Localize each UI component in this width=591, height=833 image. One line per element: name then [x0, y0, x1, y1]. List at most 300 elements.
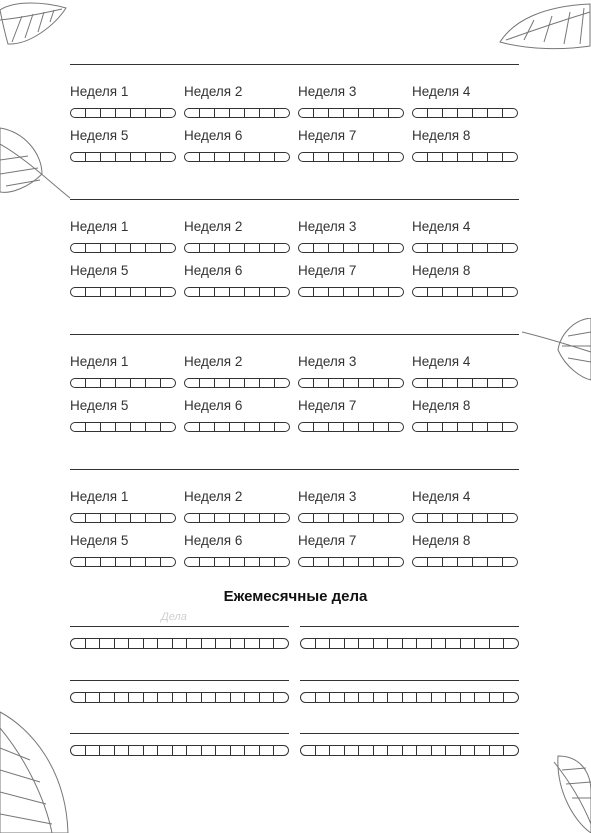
day-checkbox[interactable]	[215, 153, 230, 161]
monthly-task-tracker[interactable]	[300, 745, 519, 756]
day-checkbox[interactable]	[230, 558, 245, 566]
day-checkbox[interactable]	[275, 379, 289, 387]
task-checkbox[interactable]	[388, 693, 403, 702]
task-checkbox[interactable]	[260, 693, 275, 702]
day-checkbox[interactable]	[299, 244, 314, 252]
day-checkbox[interactable]	[299, 558, 314, 566]
day-checkbox[interactable]	[473, 423, 488, 431]
day-checkbox[interactable]	[389, 288, 403, 296]
day-checkbox[interactable]	[428, 288, 443, 296]
day-checkbox[interactable]	[86, 379, 101, 387]
week-habit-tracker[interactable]	[70, 422, 176, 432]
day-checkbox[interactable]	[458, 153, 473, 161]
day-checkbox[interactable]	[503, 514, 517, 522]
day-checkbox[interactable]	[413, 558, 428, 566]
day-checkbox[interactable]	[131, 514, 146, 522]
day-checkbox[interactable]	[329, 423, 344, 431]
day-checkbox[interactable]	[146, 244, 161, 252]
day-checkbox[interactable]	[428, 423, 443, 431]
day-checkbox[interactable]	[329, 244, 344, 252]
day-checkbox[interactable]	[329, 514, 344, 522]
day-checkbox[interactable]	[428, 244, 443, 252]
day-checkbox[interactable]	[245, 379, 260, 387]
monthly-task-tracker[interactable]	[70, 692, 289, 703]
task-checkbox[interactable]	[86, 746, 101, 755]
day-checkbox[interactable]	[131, 109, 146, 117]
week-habit-tracker[interactable]	[184, 513, 290, 523]
task-checkbox[interactable]	[330, 639, 345, 648]
day-checkbox[interactable]	[260, 558, 275, 566]
day-checkbox[interactable]	[299, 379, 314, 387]
week-habit-tracker[interactable]	[412, 152, 518, 162]
week-habit-tracker[interactable]	[184, 243, 290, 253]
day-checkbox[interactable]	[473, 244, 488, 252]
day-checkbox[interactable]	[215, 288, 230, 296]
day-checkbox[interactable]	[260, 153, 275, 161]
task-checkbox[interactable]	[274, 693, 288, 702]
task-checkbox[interactable]	[345, 693, 360, 702]
week-habit-tracker[interactable]	[298, 378, 404, 388]
task-checkbox[interactable]	[245, 639, 260, 648]
task-checkbox[interactable]	[446, 693, 461, 702]
day-checkbox[interactable]	[314, 423, 329, 431]
day-checkbox[interactable]	[314, 153, 329, 161]
task-checkbox[interactable]	[388, 639, 403, 648]
day-checkbox[interactable]	[146, 514, 161, 522]
task-checkbox[interactable]	[316, 693, 331, 702]
day-checkbox[interactable]	[260, 109, 275, 117]
day-checkbox[interactable]	[344, 109, 359, 117]
task-checkbox[interactable]	[173, 693, 188, 702]
task-checkbox[interactable]	[173, 639, 188, 648]
task-checkbox[interactable]	[71, 693, 86, 702]
task-checkbox[interactable]	[202, 639, 217, 648]
task-checkbox[interactable]	[461, 693, 476, 702]
day-checkbox[interactable]	[86, 514, 101, 522]
day-checkbox[interactable]	[185, 288, 200, 296]
task-checkbox[interactable]	[231, 693, 246, 702]
day-checkbox[interactable]	[314, 379, 329, 387]
week-habit-tracker[interactable]	[298, 513, 404, 523]
day-checkbox[interactable]	[275, 153, 289, 161]
day-checkbox[interactable]	[443, 514, 458, 522]
day-checkbox[interactable]	[161, 288, 175, 296]
task-name-line[interactable]	[300, 626, 519, 627]
day-checkbox[interactable]	[299, 514, 314, 522]
day-checkbox[interactable]	[344, 514, 359, 522]
day-checkbox[interactable]	[101, 514, 116, 522]
day-checkbox[interactable]	[230, 423, 245, 431]
week-habit-tracker[interactable]	[184, 287, 290, 297]
day-checkbox[interactable]	[314, 558, 329, 566]
task-checkbox[interactable]	[359, 693, 374, 702]
day-checkbox[interactable]	[71, 558, 86, 566]
task-checkbox[interactable]	[359, 746, 374, 755]
day-checkbox[interactable]	[488, 423, 503, 431]
day-checkbox[interactable]	[299, 423, 314, 431]
day-checkbox[interactable]	[146, 109, 161, 117]
day-checkbox[interactable]	[458, 244, 473, 252]
day-checkbox[interactable]	[374, 109, 389, 117]
day-checkbox[interactable]	[116, 288, 131, 296]
day-checkbox[interactable]	[131, 153, 146, 161]
task-checkbox[interactable]	[374, 693, 389, 702]
day-checkbox[interactable]	[101, 109, 116, 117]
day-checkbox[interactable]	[413, 423, 428, 431]
day-checkbox[interactable]	[314, 244, 329, 252]
task-checkbox[interactable]	[231, 639, 246, 648]
day-checkbox[interactable]	[260, 244, 275, 252]
day-checkbox[interactable]	[314, 514, 329, 522]
day-checkbox[interactable]	[245, 288, 260, 296]
task-checkbox[interactable]	[144, 639, 159, 648]
day-checkbox[interactable]	[71, 423, 86, 431]
task-checkbox[interactable]	[187, 639, 202, 648]
task-checkbox[interactable]	[144, 746, 159, 755]
day-checkbox[interactable]	[245, 558, 260, 566]
task-checkbox[interactable]	[432, 693, 447, 702]
task-checkbox[interactable]	[403, 693, 418, 702]
day-checkbox[interactable]	[230, 379, 245, 387]
week-habit-tracker[interactable]	[70, 152, 176, 162]
day-checkbox[interactable]	[443, 153, 458, 161]
day-checkbox[interactable]	[275, 558, 289, 566]
day-checkbox[interactable]	[488, 153, 503, 161]
day-checkbox[interactable]	[161, 109, 175, 117]
week-habit-tracker[interactable]	[184, 378, 290, 388]
day-checkbox[interactable]	[71, 109, 86, 117]
day-checkbox[interactable]	[488, 244, 503, 252]
day-checkbox[interactable]	[359, 514, 374, 522]
day-checkbox[interactable]	[443, 558, 458, 566]
day-checkbox[interactable]	[473, 288, 488, 296]
day-checkbox[interactable]	[146, 153, 161, 161]
task-checkbox[interactable]	[504, 746, 518, 755]
day-checkbox[interactable]	[116, 153, 131, 161]
task-checkbox[interactable]	[475, 693, 490, 702]
task-checkbox[interactable]	[446, 746, 461, 755]
task-checkbox[interactable]	[100, 746, 115, 755]
task-checkbox[interactable]	[245, 693, 260, 702]
day-checkbox[interactable]	[344, 153, 359, 161]
day-checkbox[interactable]	[488, 288, 503, 296]
day-checkbox[interactable]	[413, 379, 428, 387]
task-checkbox[interactable]	[86, 639, 101, 648]
day-checkbox[interactable]	[374, 514, 389, 522]
day-checkbox[interactable]	[359, 244, 374, 252]
task-checkbox[interactable]	[359, 639, 374, 648]
task-checkbox[interactable]	[461, 746, 476, 755]
day-checkbox[interactable]	[299, 288, 314, 296]
day-checkbox[interactable]	[116, 244, 131, 252]
monthly-task-tracker[interactable]	[300, 638, 519, 649]
task-name-line[interactable]	[70, 680, 289, 681]
monthly-task-tracker[interactable]	[70, 638, 289, 649]
day-checkbox[interactable]	[260, 288, 275, 296]
day-checkbox[interactable]	[131, 379, 146, 387]
day-checkbox[interactable]	[443, 288, 458, 296]
day-checkbox[interactable]	[71, 514, 86, 522]
task-checkbox[interactable]	[374, 639, 389, 648]
task-name-line[interactable]	[300, 733, 519, 734]
day-checkbox[interactable]	[413, 109, 428, 117]
day-checkbox[interactable]	[200, 514, 215, 522]
week-habit-tracker[interactable]	[70, 287, 176, 297]
day-checkbox[interactable]	[86, 153, 101, 161]
day-checkbox[interactable]	[344, 244, 359, 252]
week-habit-tracker[interactable]	[184, 152, 290, 162]
day-checkbox[interactable]	[200, 288, 215, 296]
day-checkbox[interactable]	[389, 244, 403, 252]
task-checkbox[interactable]	[345, 639, 360, 648]
day-checkbox[interactable]	[473, 514, 488, 522]
task-checkbox[interactable]	[490, 693, 505, 702]
day-checkbox[interactable]	[275, 109, 289, 117]
task-checkbox[interactable]	[417, 693, 432, 702]
task-checkbox[interactable]	[86, 693, 101, 702]
week-habit-tracker[interactable]	[298, 152, 404, 162]
week-habit-tracker[interactable]	[70, 378, 176, 388]
day-checkbox[interactable]	[215, 514, 230, 522]
day-checkbox[interactable]	[428, 514, 443, 522]
day-checkbox[interactable]	[161, 244, 175, 252]
day-checkbox[interactable]	[428, 379, 443, 387]
task-checkbox[interactable]	[374, 746, 389, 755]
task-checkbox[interactable]	[245, 746, 260, 755]
monthly-task-tracker[interactable]	[300, 692, 519, 703]
task-checkbox[interactable]	[100, 693, 115, 702]
task-checkbox[interactable]	[202, 693, 217, 702]
day-checkbox[interactable]	[428, 558, 443, 566]
day-checkbox[interactable]	[116, 558, 131, 566]
day-checkbox[interactable]	[473, 379, 488, 387]
week-habit-tracker[interactable]	[412, 108, 518, 118]
task-checkbox[interactable]	[173, 746, 188, 755]
day-checkbox[interactable]	[443, 423, 458, 431]
day-checkbox[interactable]	[215, 379, 230, 387]
day-checkbox[interactable]	[374, 244, 389, 252]
day-checkbox[interactable]	[215, 244, 230, 252]
day-checkbox[interactable]	[116, 109, 131, 117]
day-checkbox[interactable]	[215, 558, 230, 566]
day-checkbox[interactable]	[260, 514, 275, 522]
day-checkbox[interactable]	[503, 558, 517, 566]
day-checkbox[interactable]	[374, 153, 389, 161]
task-checkbox[interactable]	[446, 639, 461, 648]
day-checkbox[interactable]	[131, 558, 146, 566]
day-checkbox[interactable]	[161, 153, 175, 161]
task-checkbox[interactable]	[231, 746, 246, 755]
day-checkbox[interactable]	[260, 379, 275, 387]
week-habit-tracker[interactable]	[412, 378, 518, 388]
day-checkbox[interactable]	[473, 109, 488, 117]
day-checkbox[interactable]	[230, 514, 245, 522]
day-checkbox[interactable]	[374, 379, 389, 387]
day-checkbox[interactable]	[443, 244, 458, 252]
day-checkbox[interactable]	[389, 423, 403, 431]
task-checkbox[interactable]	[115, 639, 130, 648]
task-checkbox[interactable]	[475, 639, 490, 648]
task-checkbox[interactable]	[71, 746, 86, 755]
day-checkbox[interactable]	[359, 109, 374, 117]
day-checkbox[interactable]	[344, 558, 359, 566]
task-checkbox[interactable]	[129, 693, 144, 702]
task-checkbox[interactable]	[202, 746, 217, 755]
day-checkbox[interactable]	[161, 558, 175, 566]
day-checkbox[interactable]	[275, 514, 289, 522]
week-habit-tracker[interactable]	[298, 557, 404, 567]
week-habit-tracker[interactable]	[184, 108, 290, 118]
day-checkbox[interactable]	[131, 244, 146, 252]
day-checkbox[interactable]	[161, 379, 175, 387]
day-checkbox[interactable]	[458, 558, 473, 566]
day-checkbox[interactable]	[116, 379, 131, 387]
week-habit-tracker[interactable]	[412, 243, 518, 253]
day-checkbox[interactable]	[314, 109, 329, 117]
task-checkbox[interactable]	[417, 639, 432, 648]
day-checkbox[interactable]	[275, 423, 289, 431]
day-checkbox[interactable]	[200, 109, 215, 117]
day-checkbox[interactable]	[473, 153, 488, 161]
day-checkbox[interactable]	[230, 153, 245, 161]
day-checkbox[interactable]	[458, 379, 473, 387]
day-checkbox[interactable]	[230, 109, 245, 117]
day-checkbox[interactable]	[503, 244, 517, 252]
day-checkbox[interactable]	[161, 423, 175, 431]
task-checkbox[interactable]	[158, 693, 173, 702]
day-checkbox[interactable]	[389, 153, 403, 161]
task-checkbox[interactable]	[216, 693, 231, 702]
day-checkbox[interactable]	[275, 288, 289, 296]
day-checkbox[interactable]	[71, 153, 86, 161]
day-checkbox[interactable]	[503, 379, 517, 387]
day-checkbox[interactable]	[101, 423, 116, 431]
day-checkbox[interactable]	[215, 423, 230, 431]
task-checkbox[interactable]	[490, 746, 505, 755]
day-checkbox[interactable]	[389, 558, 403, 566]
day-checkbox[interactable]	[329, 558, 344, 566]
day-checkbox[interactable]	[488, 379, 503, 387]
task-checkbox[interactable]	[475, 746, 490, 755]
day-checkbox[interactable]	[443, 109, 458, 117]
day-checkbox[interactable]	[314, 288, 329, 296]
week-habit-tracker[interactable]	[298, 287, 404, 297]
day-checkbox[interactable]	[101, 153, 116, 161]
week-habit-tracker[interactable]	[412, 287, 518, 297]
day-checkbox[interactable]	[443, 379, 458, 387]
day-checkbox[interactable]	[458, 514, 473, 522]
task-checkbox[interactable]	[216, 639, 231, 648]
day-checkbox[interactable]	[215, 109, 230, 117]
day-checkbox[interactable]	[503, 109, 517, 117]
day-checkbox[interactable]	[185, 379, 200, 387]
day-checkbox[interactable]	[101, 288, 116, 296]
day-checkbox[interactable]	[230, 244, 245, 252]
day-checkbox[interactable]	[185, 244, 200, 252]
day-checkbox[interactable]	[458, 109, 473, 117]
task-checkbox[interactable]	[504, 639, 518, 648]
day-checkbox[interactable]	[131, 288, 146, 296]
week-habit-tracker[interactable]	[70, 243, 176, 253]
day-checkbox[interactable]	[245, 423, 260, 431]
task-checkbox[interactable]	[71, 639, 86, 648]
day-checkbox[interactable]	[428, 153, 443, 161]
day-checkbox[interactable]	[101, 379, 116, 387]
task-checkbox[interactable]	[187, 693, 202, 702]
task-checkbox[interactable]	[158, 746, 173, 755]
day-checkbox[interactable]	[146, 558, 161, 566]
task-checkbox[interactable]	[432, 639, 447, 648]
day-checkbox[interactable]	[146, 288, 161, 296]
week-habit-tracker[interactable]	[184, 422, 290, 432]
week-habit-tracker[interactable]	[70, 108, 176, 118]
day-checkbox[interactable]	[101, 558, 116, 566]
day-checkbox[interactable]	[185, 423, 200, 431]
day-checkbox[interactable]	[116, 423, 131, 431]
day-checkbox[interactable]	[458, 288, 473, 296]
task-checkbox[interactable]	[301, 746, 316, 755]
day-checkbox[interactable]	[275, 244, 289, 252]
week-habit-tracker[interactable]	[70, 557, 176, 567]
task-checkbox[interactable]	[330, 693, 345, 702]
day-checkbox[interactable]	[71, 244, 86, 252]
task-checkbox[interactable]	[301, 693, 316, 702]
day-checkbox[interactable]	[374, 423, 389, 431]
task-checkbox[interactable]	[274, 639, 288, 648]
task-checkbox[interactable]	[274, 746, 288, 755]
monthly-task-tracker[interactable]	[70, 745, 289, 756]
day-checkbox[interactable]	[503, 288, 517, 296]
day-checkbox[interactable]	[359, 423, 374, 431]
day-checkbox[interactable]	[503, 423, 517, 431]
day-checkbox[interactable]	[86, 423, 101, 431]
day-checkbox[interactable]	[329, 288, 344, 296]
day-checkbox[interactable]	[245, 244, 260, 252]
day-checkbox[interactable]	[374, 558, 389, 566]
day-checkbox[interactable]	[473, 558, 488, 566]
day-checkbox[interactable]	[389, 514, 403, 522]
week-habit-tracker[interactable]	[298, 108, 404, 118]
task-checkbox[interactable]	[490, 639, 505, 648]
day-checkbox[interactable]	[86, 288, 101, 296]
day-checkbox[interactable]	[344, 288, 359, 296]
day-checkbox[interactable]	[389, 379, 403, 387]
day-checkbox[interactable]	[200, 153, 215, 161]
task-checkbox[interactable]	[115, 746, 130, 755]
day-checkbox[interactable]	[161, 514, 175, 522]
week-habit-tracker[interactable]	[298, 422, 404, 432]
task-checkbox[interactable]	[260, 639, 275, 648]
day-checkbox[interactable]	[86, 109, 101, 117]
day-checkbox[interactable]	[245, 109, 260, 117]
day-checkbox[interactable]	[200, 379, 215, 387]
task-checkbox[interactable]	[316, 746, 331, 755]
task-checkbox[interactable]	[345, 746, 360, 755]
day-checkbox[interactable]	[131, 423, 146, 431]
week-habit-tracker[interactable]	[184, 557, 290, 567]
day-checkbox[interactable]	[245, 514, 260, 522]
day-checkbox[interactable]	[389, 109, 403, 117]
day-checkbox[interactable]	[413, 153, 428, 161]
day-checkbox[interactable]	[344, 423, 359, 431]
task-checkbox[interactable]	[115, 693, 130, 702]
task-checkbox[interactable]	[216, 746, 231, 755]
day-checkbox[interactable]	[185, 109, 200, 117]
week-habit-tracker[interactable]	[412, 513, 518, 523]
day-checkbox[interactable]	[329, 109, 344, 117]
day-checkbox[interactable]	[71, 288, 86, 296]
day-checkbox[interactable]	[413, 514, 428, 522]
